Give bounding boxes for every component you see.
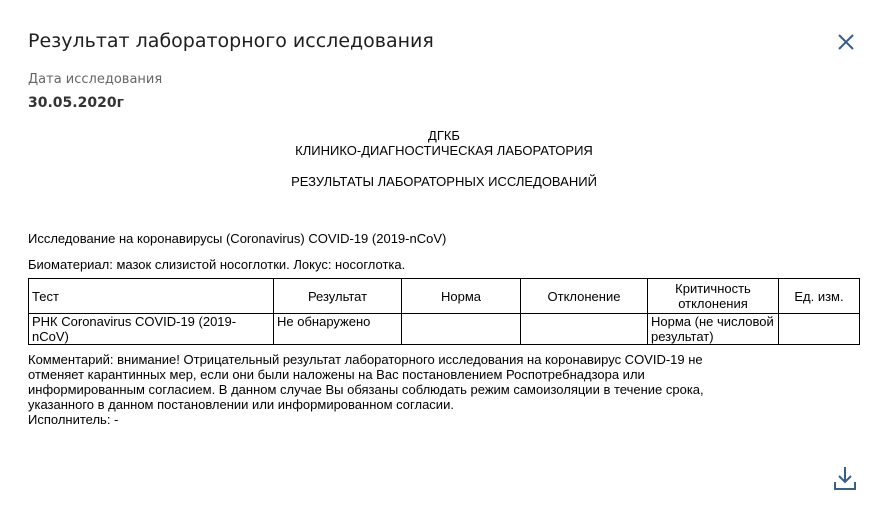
report-lab: КЛИНИКО-ДИАГНОСТИЧЕСКАЯ ЛАБОРАТОРИЯ [295, 143, 593, 158]
report-comment [28, 352, 748, 427]
report-org: ДГКБ [428, 128, 460, 143]
cell-criticality: Норма (не числовой результат) [648, 314, 779, 345]
cell-norm [402, 314, 521, 345]
results-table [28, 278, 860, 345]
modal-title: Результат лабораторного исследования [28, 30, 434, 52]
executor: Исполнитель: - [28, 412, 119, 427]
lab-report [28, 128, 860, 427]
report-heading: РЕЗУЛЬТАТЫ ЛАБОРАТОРНЫХ ИССЛЕДОВАНИЙ [291, 174, 597, 189]
study-name: Исследование на коронавирусы (Coronavirus) COVID-19 (2019-nCoV) [28, 231, 447, 246]
header-cell-deviation: Отклонение [521, 279, 648, 314]
close-button[interactable] [832, 28, 860, 56]
header-cell-result: Результат [274, 279, 402, 314]
cell-deviation [521, 314, 648, 345]
study-date-value: 30.05.2020г [28, 95, 124, 111]
header-cell-unit: Ед. изм. [779, 279, 860, 314]
header-cell-criticality: Критичность отклонения [648, 279, 779, 314]
download-icon [832, 464, 858, 492]
cell-result: Не обнаружено [274, 314, 402, 345]
study-date-label: Дата исследования [28, 72, 163, 87]
biomaterial: Биоматериал: мазок слизистой носоглотки. Локус: носоглотка. [28, 257, 406, 272]
header-cell-test: Тест [29, 279, 274, 314]
cell-unit [779, 314, 860, 345]
comment-text: Комментарий: внимание! Отрицательный результат лабораторного исследования на коронавирус COVID-19 не отменяет карантинных мер, если они были наложены на Вас постановлением Роспотребнадзора или информированным согласием. В данном случае Вы обязаны соблюдать режим самоизоляции в течение срока, указанного в данном постановлении или информированном согласии. [28, 352, 704, 412]
table-row [29, 314, 860, 345]
cell-test: РНК Coronavirus COVID-19 (2019-nCoV) [29, 314, 274, 345]
table-header-row [29, 279, 860, 314]
download-button[interactable] [832, 464, 858, 492]
close-icon [832, 28, 860, 56]
report-header [28, 128, 860, 189]
header-cell-norm: Норма [402, 279, 521, 314]
